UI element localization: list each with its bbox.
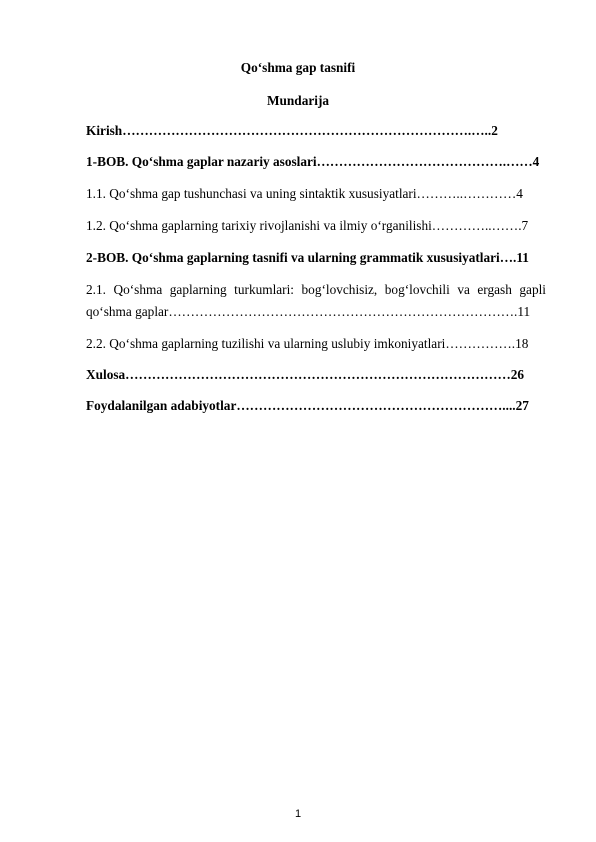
toc-entry-kirish[interactable]: Kirish…………………………………………………………………….…..2 bbox=[86, 123, 498, 138]
contents-heading: Mundarija bbox=[266, 93, 330, 108]
toc-entry-references[interactable]: Foydalanilgan adabiyotlar……………………………………………………....27 bbox=[86, 398, 529, 413]
toc-entry-1-2[interactable]: 1.2. Qo‘shma gaplarning tarixiy rivojlanishi va ilmiy o‘rganilishi…………..…….7 bbox=[86, 218, 529, 233]
toc-entry-xulosa[interactable]: Xulosa……………………………………………………………………………26 bbox=[86, 367, 525, 382]
toc-entry-2-1[interactable]: 2.1. Qo‘shma gaplarning turkumlari: bog‘lovchisiz, bog‘lovchili va ergash gapli qo‘shma gaplar…………………………………………………………………….11 bbox=[86, 282, 546, 319]
toc-entry-chapter-1[interactable]: 1-BOB. Qo‘shma gaplar nazariy asoslari…………………………………….……4 bbox=[86, 154, 540, 169]
toc-entry-chapter-2[interactable]: 2-BOB. Qo‘shma gaplarning tasnifi va ularning grammatik xususiyatlari….11 bbox=[86, 250, 529, 265]
toc-entry-2-2[interactable]: 2.2. Qo‘shma gaplarning tuzilishi va ularning uslubiy imkoniyatlari…………….18 bbox=[86, 336, 529, 351]
document-title: Qo‘shma gap tasnifi bbox=[240, 60, 356, 75]
page-number: 1 bbox=[294, 808, 302, 820]
toc-entry-1-1[interactable]: 1.1. Qo‘shma gap tushunchasi va uning sintaktik xususiyatlari………..…………4 bbox=[86, 186, 523, 201]
